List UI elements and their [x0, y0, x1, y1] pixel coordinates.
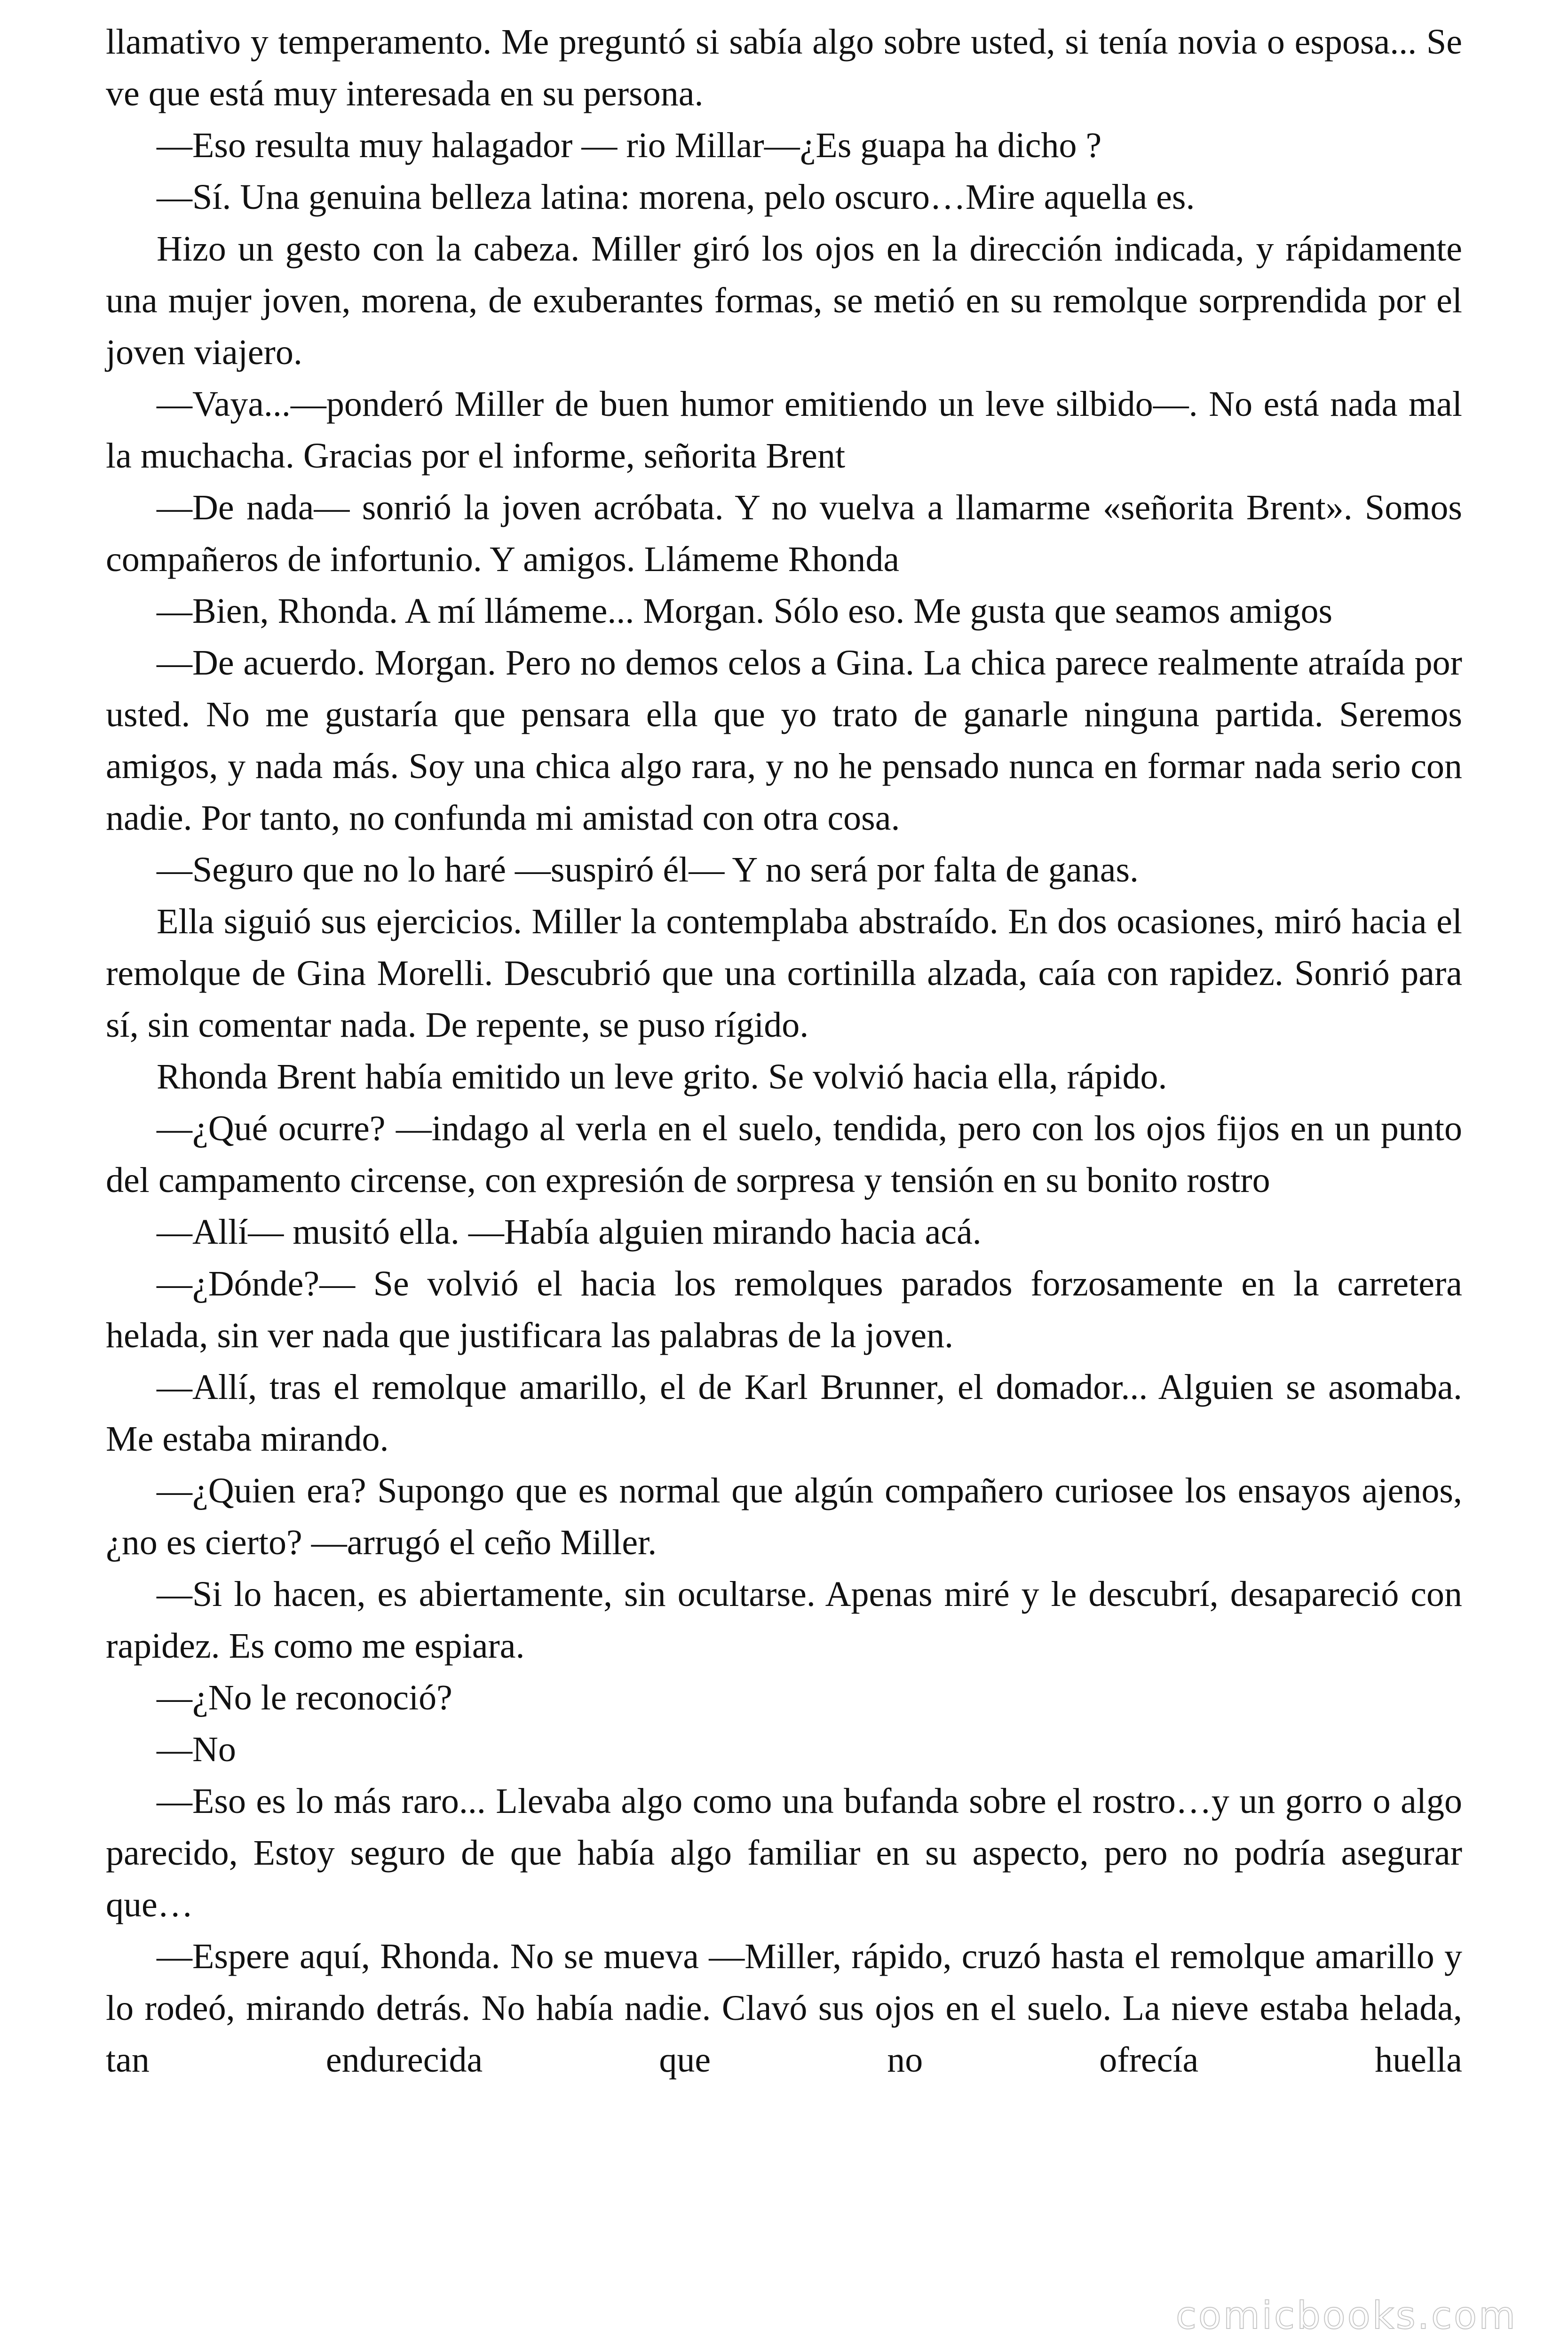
- paragraph-11: Rhonda Brent había emitido un leve grito. Se volvió hacia ella, rápido.: [157, 1057, 1167, 1097]
- paragraph-5: —Vaya...—ponderó Miller de buen humor emitiendo un leve silbido—. No está nada mal la muchacha. Gracias por el informe, señorita Brent: [106, 384, 1462, 476]
- watermark: comicbooks.com: [1175, 2294, 1517, 2337]
- paragraph-13: —Allí— musitó ella. —Había alguien mirando hacia acá.: [157, 1212, 982, 1252]
- paragraph-18: —¿No le reconoció?: [157, 1678, 452, 1717]
- paragraph-16: —¿Quien era? Supongo que es normal que algún compañero curiosee los ensayos ajenos, ¿no es cierto? —arrugó el ceño Miller.: [106, 1471, 1462, 1562]
- paragraph-15: —Allí, tras el remolque amarillo, el de Karl Brunner, el domador... Alguien se asomaba. Me estaba mirando.: [106, 1367, 1462, 1459]
- paragraph-2: —Eso resulta muy halagador — rio Millar—¿Es guapa ha dicho ?: [157, 126, 1102, 165]
- paragraph-9: —Seguro que no lo haré —suspiró él— Y no será por falta de ganas.: [157, 850, 1139, 890]
- paragraph-17: —Si lo hacen, es abiertamente, sin ocultarse. Apenas miré y le descubrí, desapareció con rapidez. Es como me espiara.: [106, 1574, 1462, 1666]
- paragraph-12: —¿Qué ocurre? —indago al verla en el suelo, tendida, pero con los ojos fijos en un punto del campamento circense, con expresión de sorpresa y tensión en su bonito rostro: [106, 1109, 1462, 1200]
- paragraph-1: llamativo y temperamento. Me preguntó si sabía algo sobre usted, si tenía novia o esposa... Se ve que está muy interesada en su persona.: [106, 22, 1462, 113]
- paragraph-8: —De acuerdo. Morgan. Pero no demos celos a Gina. La chica parece realmente atraída por usted. No me gustaría que pensara ella que yo trato de ganarle ninguna partida. Seremos amigos, y nada más. Soy una chica algo rara, y no he pensado nunca en formar nada serio con nadie. Por tanto, no confunda mi amistad con otra cosa.: [106, 643, 1462, 838]
- paragraph-3: —Sí. Una genuina belleza latina: morena, pelo oscuro…Mire aquella es.: [157, 177, 1195, 217]
- paragraph-7: —Bien, Rhonda. A mí llámeme... Morgan. Sólo eso. Me gusta que seamos amigos: [157, 591, 1333, 631]
- paragraph-14: —¿Dónde?— Se volvió el hacia los remolques parados forzosamente en la carretera helada, sin ver nada que justificara las palabras de la joven.: [106, 1264, 1462, 1355]
- paragraph-20: —Eso es lo más raro... Llevaba algo como una bufanda sobre el rostro…y un gorro o algo parecido, Estoy seguro de que había algo familiar en su aspecto, pero no podría asegurar que…: [106, 1781, 1462, 1924]
- paragraph-4: Hizo un gesto con la cabeza. Miller giró los ojos en la dirección indicada, y rápidamente una mujer joven, morena, de exuberantes formas, se metió en su remolque sorprendida por el joven viajero.: [106, 229, 1462, 372]
- paragraph-10: Ella siguió sus ejercicios. Miller la contemplaba abstraído. En dos ocasiones, miró hacia el remolque de Gina Morelli. Descubrió que una cortinilla alzada, caía con rapidez. Sonrió para sí, sin comentar nada. De repente, se puso rígido.: [106, 902, 1462, 1045]
- paragraph-21: —Espere aquí, Rhonda. No se mueva —Miller, rápido, cruzó hasta el remolque amarillo y lo rodeó, mirando detrás. No había nadie. Clavó sus ojos en el suelo. La nieve estaba helada, tan endurecida que no ofrecía huella: [106, 1937, 1462, 2080]
- book-page-text: [106, 16, 1462, 2086]
- paragraph-6: —De nada— sonrió la joven acróbata. Y no vuelva a llamarme «señorita Brent». Somos compañeros de infortunio. Y amigos. Llámeme Rhonda: [106, 488, 1462, 579]
- paragraph-19: —No: [157, 1730, 236, 1769]
